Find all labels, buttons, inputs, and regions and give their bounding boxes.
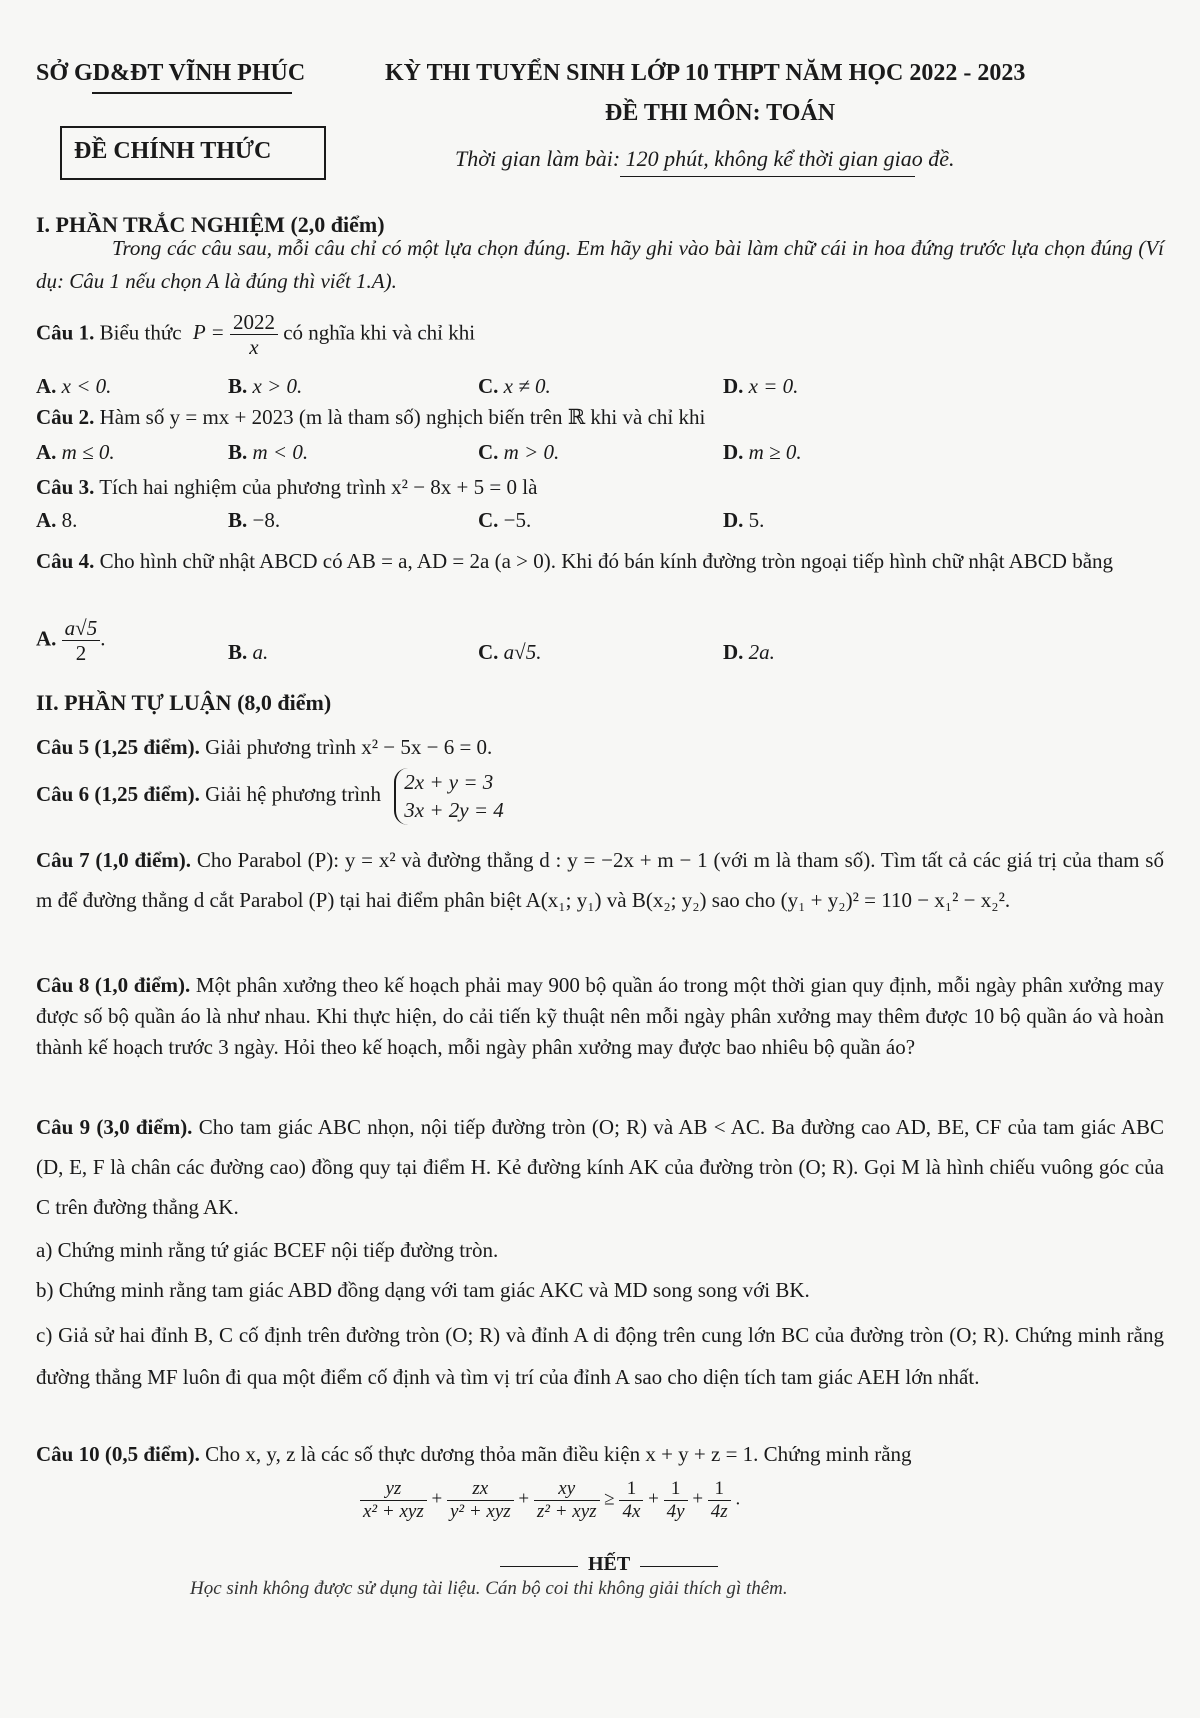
question-2-text: Hàm số y = mx + 2023 (m là tham số) nghịch biến trên ℝ khi và chỉ khi bbox=[99, 405, 706, 429]
question-3-option-d: D. 5. bbox=[723, 508, 765, 532]
question-4-label: Câu 4. bbox=[36, 549, 95, 573]
footer-note: Học sinh không được sử dụng tài liệu. Cán bộ coi thi không giải thích gì thêm. bbox=[190, 1578, 788, 1599]
question-4-option-a: A. $\frac{a√5}{2}$ . bbox=[36, 616, 106, 666]
question-4-option-b: B. a. bbox=[228, 640, 269, 664]
time-note: Thời gian làm bài: 120 phút, không kể thời gian giao đề. bbox=[455, 146, 955, 171]
end-line-right bbox=[640, 1566, 718, 1567]
question-2 bbox=[36, 405, 705, 430]
question-1-option-d: D. x = 0. bbox=[723, 374, 799, 398]
question-1-text-after: có nghĩa khi và chỉ khi bbox=[283, 320, 476, 345]
equation-system: 2x + y = 3 3x + 2y = 4 bbox=[394, 768, 503, 825]
question-2-label: Câu 2. bbox=[36, 405, 95, 429]
question-5: Câu 5 (1,25 điểm). Giải phương trình x² − 5x − 6 = 0. bbox=[36, 735, 493, 759]
question-4-text: Cho hình chữ nhật ABCD có AB = a, AD = 2a (a > 0). Khi đó bán kính đường tròn ngoại tiếp hình chữ nhật ABCD bằng bbox=[99, 549, 1114, 573]
question-1-frac-den: x bbox=[249, 335, 259, 360]
question-1-expr-lhs: P = bbox=[192, 320, 225, 345]
question-2-option-a: A. m ≤ 0. bbox=[36, 440, 115, 464]
inequality: $\frac{yz}{\text{x² + xyz}}$ + $\frac{zx}{\text{y² + xyz}}$ + $\frac{xy}{\text{z² + xyz}}$ ≥ $\frac{1}{4x}$ + $\frac{1}{4y}$ + $\frac{1}{4z}$ . bbox=[360, 1478, 740, 1523]
part1-instructions: Trong các câu sau, mỗi câu chỉ có một lựa chọn đúng. Em hãy ghi vào bài làm chữ cái in hoa đứng trước lựa chọn đúng (Ví dụ: Câu 1 nếu chọn A là đúng thì viết 1.A). bbox=[36, 236, 1164, 293]
question-10: Câu 10 (0,5 điểm). Cho x, y, z là các số thực dương thỏa mãn điều kiện x + y + z = 1. Chứng minh rằng bbox=[36, 1442, 912, 1466]
question-9-part-a: a) Chứng minh rằng tứ giác BCEF nội tiếp đường tròn. bbox=[36, 1238, 499, 1262]
official-label: ĐỀ CHÍNH THỨC bbox=[74, 138, 272, 164]
time-note-underline bbox=[620, 176, 915, 177]
question-1 bbox=[36, 310, 475, 359]
question-6: Câu 6 (1,25 điểm). Giải hệ phương trình 2x + y = 3 3x + 2y = 4 bbox=[36, 768, 504, 825]
question-8: Câu 8 (1,0 điểm). Một phân xưởng theo kế hoạch phải may 900 bộ quần áo trong một thời gian quy định, mỗi ngày phân xưởng may được số bộ quần áo là như nhau. Khi thực hiện, do cải tiến kỹ thuật nên mỗi ngày phân xưởng may thêm được 10 bộ quần áo và hoàn thành kế hoạch trước 3 ngày. Hỏi theo kế hoạch, mỗi ngày phân xưởng may được bao nhiêu bộ quần áo? bbox=[36, 973, 1164, 1059]
question-1-option-a: A. x < 0. bbox=[36, 374, 112, 398]
dept-underline bbox=[92, 92, 292, 94]
question-7: Câu 7 (1,0 điểm). Cho Parabol (P): y = x² và đường thẳng d : y = −2x + m − 1 (với m là tham số). Tìm tất cả các giá trị của tham số m để đường thẳng d cắt Parabol (P) tại hai điểm phân biệt A(x₁; y₁) và B(x₂; y₂) sao cho (y₁ + y₂)² = 110 − x₁² − x₂². bbox=[36, 848, 1164, 912]
question-3-label: Câu 3. bbox=[36, 475, 95, 499]
question-1-option-c: C. x ≠ 0. bbox=[478, 374, 551, 398]
question-4 bbox=[36, 540, 1164, 582]
question-4-option-d: D. 2a. bbox=[723, 640, 775, 664]
part2-title: II. PHẦN TỰ LUẬN (8,0 điểm) bbox=[36, 690, 332, 715]
question-1-label: Câu 1. bbox=[36, 320, 95, 345]
question-2-option-d: D. m ≥ 0. bbox=[723, 440, 802, 464]
part1-title: I. PHẦN TRẮC NGHIỆM (2,0 điểm) bbox=[36, 212, 385, 237]
exam-subject: ĐỀ THI MÔN: TOÁN bbox=[605, 100, 836, 126]
question-3-option-a: A. 8. bbox=[36, 508, 78, 532]
question-1-text-before: Biểu thức bbox=[99, 320, 182, 345]
question-9-part-c: c) Giả sử hai đỉnh B, C cố định trên đường tròn (O; R) và đỉnh A di động trên cung lớn BC của đường tròn (O; R). Chứng minh rằng đường thẳng MF luôn đi qua một điểm cố định và tìm vị trí của đỉnh A sao cho diện tích tam giác AEH lớn nhất. bbox=[36, 1323, 1164, 1389]
question-9-part-b: b) Chứng minh rằng tam giác ABD đồng dạng với tam giác AKC và MD song song với BK. bbox=[36, 1278, 810, 1302]
question-2-option-c: C. m > 0. bbox=[478, 440, 560, 464]
end-line-left bbox=[500, 1566, 578, 1567]
question-3 bbox=[36, 475, 537, 500]
exam-title: KỲ THI TUYỂN SINH LỚP 10 THPT NĂM HỌC 2022 - 2023 bbox=[385, 60, 1026, 86]
question-4-option-a-den: 2 bbox=[75, 641, 87, 666]
department-name: SỞ GD&ĐT VĨNH PHÚC bbox=[36, 60, 306, 86]
question-1-option-b: B. x > 0. bbox=[228, 374, 303, 398]
question-9: Câu 9 (3,0 điểm). Cho tam giác ABC nhọn, nội tiếp đường tròn (O; R) và AB < AC. Ba đường cao AD, BE, CF của tam giác ABC (D, E, F là chân các đường cao) đồng quy tại điểm H. Kẻ đường kính AK của đường tròn (O; R). Gọi M là hình chiếu vuông góc của C trên đường thẳng AK. bbox=[36, 1115, 1164, 1219]
question-4-option-c: C. a√5. bbox=[478, 640, 542, 664]
end-mark: HẾT bbox=[588, 1553, 631, 1575]
question-1-frac-num: 2022 bbox=[230, 310, 278, 335]
question-2-option-b: B. m < 0. bbox=[228, 440, 309, 464]
question-3-option-c: C. −5. bbox=[478, 508, 532, 532]
question-3-option-b: B. −8. bbox=[228, 508, 281, 532]
question-3-text: Tích hai nghiệm của phương trình x² − 8x + 5 = 0 là bbox=[99, 475, 538, 499]
question-1-fraction bbox=[230, 310, 278, 359]
question-4-option-a-num: a√5 bbox=[62, 616, 101, 641]
